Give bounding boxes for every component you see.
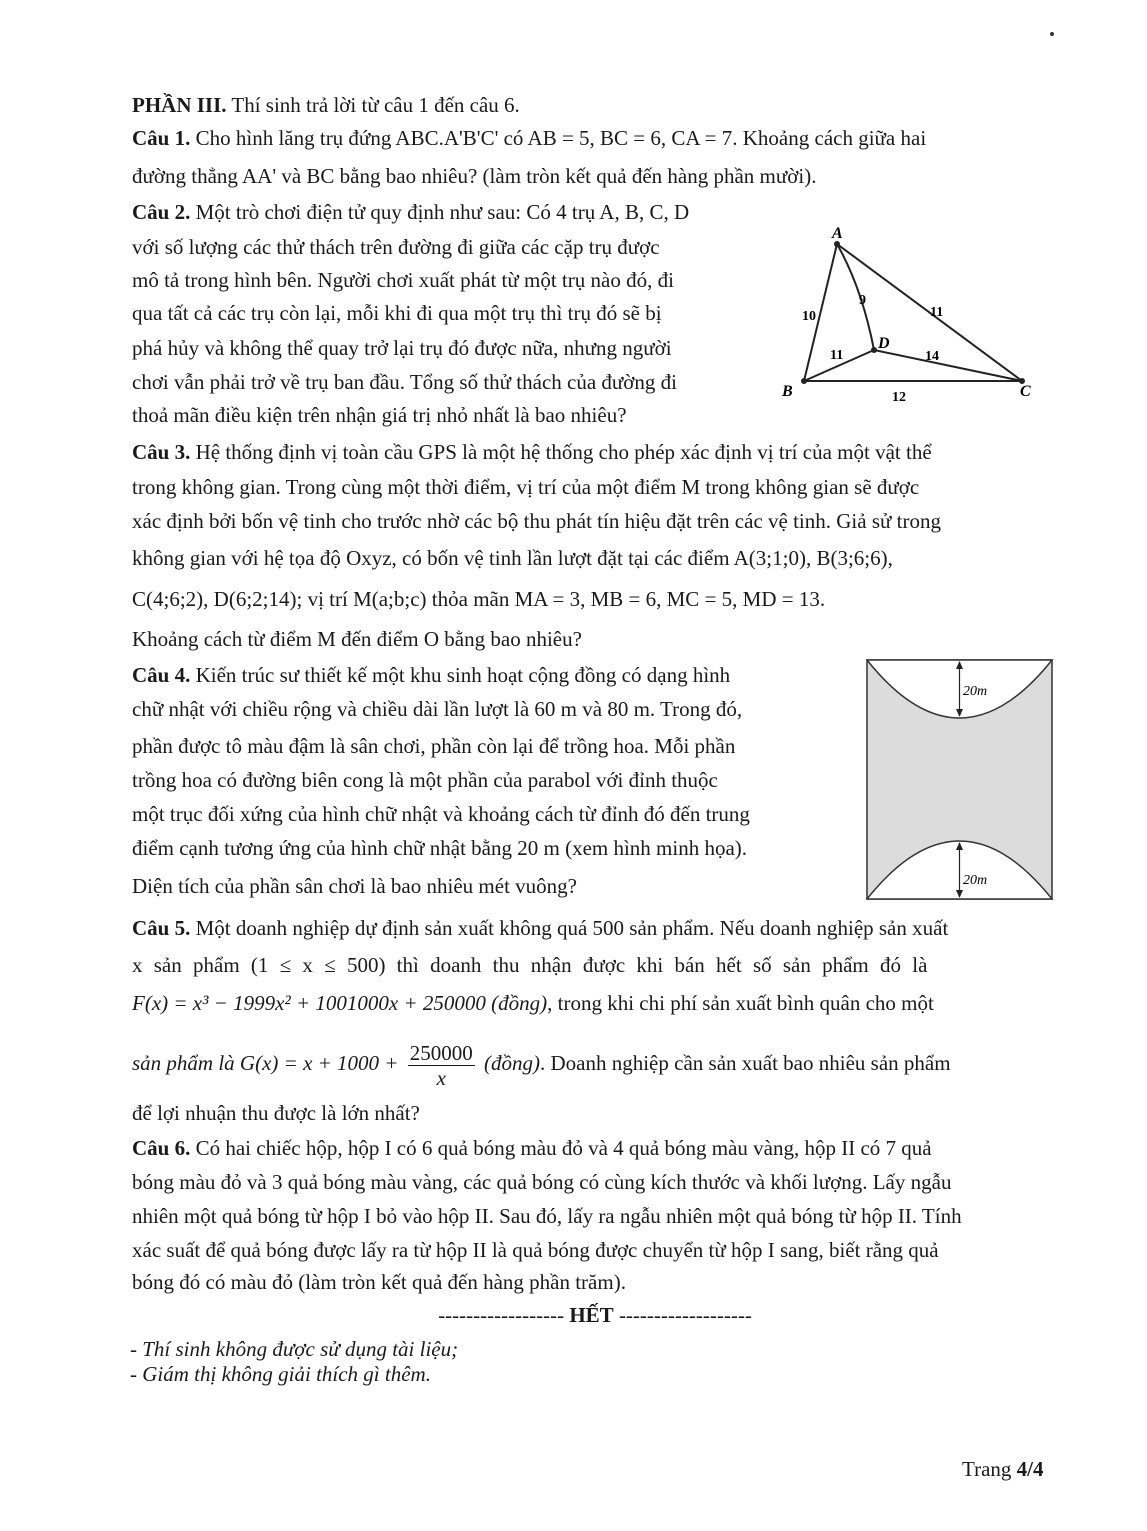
note-no-materials: - Thí sinh không được sử dụng tài liệu; (130, 1337, 459, 1361)
vertex-label-a: A (832, 225, 843, 242)
question-2-line-1 (132, 197, 689, 227)
question-3-label: Câu 3. (132, 440, 191, 464)
question-6-line-1 (132, 1133, 932, 1163)
question-5-text-1: Một doanh nghiệp dự định sản xuất không quá 500 sản phẩm. Nếu doanh nghiệp sản xuất (195, 916, 949, 940)
question-3-line-2: trong không gian. Trong cùng một thời điểm, vị trí của một điểm M trong không gian sẽ được (132, 475, 920, 499)
part-text: Thí sinh trả lời từ câu 1 đến câu 6. (231, 93, 520, 117)
question-3-line-3: xác định bởi bốn vệ tinh cho trước nhờ các bộ thu phát tín hiệu đặt trên các vệ tinh. Giả sử trong (132, 509, 941, 533)
question-6-line-2: bóng màu đỏ và 3 quả bóng màu vàng, các quả bóng có cùng kích thước và khối lượng. Lấy ngẫu (132, 1170, 952, 1194)
cost-fraction-numerator: 250000 (409, 1040, 473, 1065)
question-4-text-1: Kiến trúc sư thiết kế một khu sinh hoạt cộng đồng có dạng hình (195, 663, 731, 687)
question-3-line-6: Khoảng cách từ điểm M đến điểm O bằng bao nhiêu? (132, 627, 582, 651)
question-2-line-3: mô tả trong hình bên. Người chơi xuất phát từ một trụ nào đó, đi (132, 268, 674, 292)
vertex-d (871, 347, 877, 353)
question-4-line-3: phần được tô màu đậm là sân chơi, phần còn lại để trồng hoa. Mỗi phần (132, 734, 736, 758)
question-2-line-7: thoả mãn điều kiện trên nhận giá trị nhỏ nhất là bao nhiêu? (132, 403, 627, 427)
bottom-dimension-label: 20m (963, 873, 988, 888)
question-5-line-2: x sản phẩm (1 ≤ x ≤ 500) thì doanh thu nhận được khi bán hết số sản phẩm đó là (132, 953, 928, 977)
question-4-line-5: một trục đối xứng của hình chữ nhật và khoảng cách từ đỉnh đó đến trung (132, 802, 750, 826)
top-dimension-label: 20m (963, 684, 988, 699)
question-5-line-5: để lợi nhuận thu được là lớn nhất? (132, 1101, 420, 1125)
question-3-line-4: không gian với hệ tọa độ Oxyz, có bốn vệ tinh lần lượt đặt tại các điểm A(3;1;0), B(3;6;6), (132, 546, 893, 570)
question-2-line-6: chơi vẫn phải trở về trụ ban đầu. Tổng số thử thách của đường đi (132, 370, 677, 394)
question-2-text-1: Một trò chơi điện tử quy định như sau: Có 4 trụ A, B, C, D (195, 200, 690, 224)
weight-b-d: 11 (830, 348, 844, 363)
question-6-label: Câu 6. (132, 1136, 191, 1160)
question-2-line-5: phá hủy và không thể quay trở lại trụ đó được nữa, nhưng người (132, 336, 672, 360)
weight-d-c: 14 (925, 349, 939, 364)
question-6-text-1: Có hai chiếc hộp, hộp I có 6 quả bóng màu đỏ và 4 quả bóng màu vàng, hộp II có 7 quả (195, 1136, 932, 1160)
scan-mark (1050, 32, 1054, 36)
cost-unit: (đồng) (483, 1051, 540, 1075)
page-prefix: Trang (962, 1457, 1012, 1481)
weight-b-c: 12 (892, 390, 906, 405)
question-4-line-6: điểm cạnh tương ứng của hình chữ nhật bằng 20 m (xem hình minh họa). (132, 836, 748, 860)
weight-a-b: 10 (802, 309, 816, 324)
question-1-line-1 (132, 123, 926, 153)
question-3-line-1 (132, 437, 932, 467)
question-3-line-5: C(4;6;2), D(6;2;14); vị trí M(a;b;c) thỏa mãn MA = 3, MB = 6, MC = 5, MD = 13. (132, 587, 826, 611)
question-5-label: Câu 5. (132, 916, 191, 940)
question-6-line-5: bóng đó có màu đỏ (làm tròn kết quả đến hàng phần trăm). (132, 1270, 626, 1294)
question-5-text-4: . Doanh nghiệp cần sản xuất bao nhiêu sản phẩm (539, 1051, 951, 1075)
question-5-line-3 (132, 988, 934, 1018)
pillar-graph-figure (770, 218, 1060, 418)
question-1-text-1: Cho hình lăng trụ đứng ABC.A'B'C' có AB = 5, BC = 6, CA = 7. Khoảng cách giữa hai (195, 126, 927, 150)
note-no-explanation: - Giám thị không giải thích gì thêm. (130, 1362, 431, 1386)
question-4-line-2: chữ nhật với chiều rộng và chiều dài lần lượt là 60 m và 80 m. Trong đó, (132, 697, 743, 721)
end-dashes-right: ------------------- (618, 1303, 752, 1327)
cost-fraction-denominator: x (436, 1065, 446, 1090)
question-4-line-4: trồng hoa có đường biên cong là một phần của parabol với đỉnh thuộc (132, 768, 718, 792)
part-heading (132, 90, 520, 120)
question-5-line-1 (132, 913, 948, 943)
question-4-label: Câu 4. (132, 663, 191, 687)
question-4-line-1 (132, 660, 730, 690)
page-number (962, 1457, 1044, 1482)
cost-fraction (408, 1041, 475, 1090)
question-6-line-3: nhiên một quả bóng từ hộp I bỏ vào hộp II. Sau đó, lấy ra ngẫu nhiên một quả bóng từ hộp II. Tính (132, 1204, 962, 1228)
end-dashes-left: ------------------ (438, 1303, 565, 1327)
revenue-unit: (đồng) (491, 991, 548, 1015)
question-5-line-4 (132, 1036, 951, 1090)
question-6-line-4: xác suất để quả bóng được lấy ra từ hộp II là quả bóng được chuyển từ hộp I sang, biết rằng quả (132, 1238, 939, 1262)
question-1-label: Câu 1. (132, 126, 191, 150)
weight-a-d: 9 (859, 293, 866, 308)
revenue-formula: F(x) = x³ − 1999x² + 1001000x + 250000 (132, 991, 486, 1015)
vertex-b (801, 378, 807, 384)
weight-a-c: 11 (930, 305, 944, 320)
end-word: HẾT (569, 1303, 614, 1327)
question-2-label: Câu 2. (132, 200, 191, 224)
question-3-text-1: Hệ thống định vị toàn cầu GPS là một hệ thống cho phép xác định vị trí của một vật thể (195, 440, 932, 464)
vertex-label-c: C (1020, 383, 1031, 400)
playground-figure (866, 658, 1056, 902)
cost-formula: sản phẩm là G(x) = x + 1000 + (132, 1051, 399, 1075)
end-marker (410, 1303, 780, 1328)
question-2-line-4: qua tất cả các trụ còn lại, mỗi khi đi qua một trụ thì trụ đó sẽ bị (132, 301, 662, 325)
vertex-label-d: D (878, 335, 890, 352)
page-value: 4/4 (1016, 1457, 1044, 1481)
question-5-text-3: , trong khi chi phí sản xuất bình quân cho một (547, 991, 934, 1015)
question-4-line-7: Diện tích của phần sân chơi là bao nhiêu mét vuông? (132, 874, 577, 898)
edge-a-d (837, 244, 874, 350)
question-2-line-2: với số lượng các thử thách trên đường đi giữa các cặp trụ được (132, 235, 660, 259)
vertex-label-b: B (782, 383, 793, 400)
part-label: PHẦN III. (132, 93, 227, 117)
question-1-line-2: đường thẳng AA' và BC bằng bao nhiêu? (làm tròn kết quả đến hàng phần mười). (132, 164, 817, 188)
